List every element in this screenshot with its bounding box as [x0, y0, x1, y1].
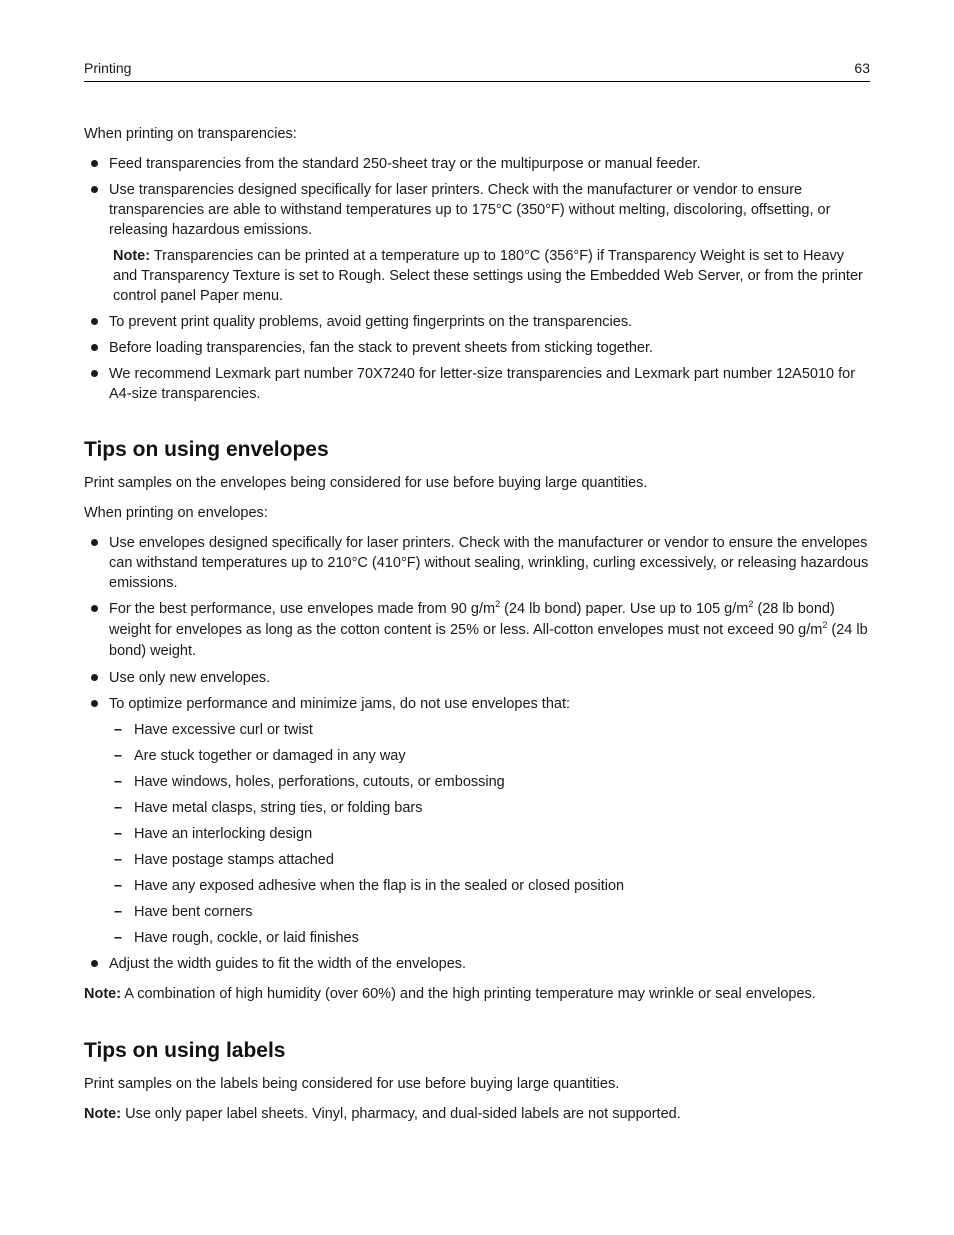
header-section-title: Printing [84, 60, 132, 76]
transparencies-list [84, 154, 870, 240]
list-item: – Have any exposed adhesive when the flap is in the sealed or closed position [109, 876, 870, 896]
list-item: Adjust the width guides to fit the width of the envelopes. [84, 954, 870, 974]
note-text: Transparencies can be printed at a temperature up to 180°C (356°F) if Transparency Weight is set to Heavy and Transparency Texture is set to Rough. Select these settings using the Embedded Web Server, or from the printer control panel Paper menu. [113, 248, 863, 304]
envelopes-paragraph: Print samples on the envelopes being considered for use before buying large quantities. [84, 475, 648, 491]
note-text: A combination of high humidity (over 60%) and the high printing temperature may wrinkle or seal envelopes. [121, 986, 816, 1002]
list-item: – Have bent corners [109, 902, 870, 922]
envelopes-heading: Tips on using envelopes [84, 438, 329, 461]
list-item [84, 599, 870, 662]
envelopes-avoid-list [109, 720, 870, 948]
text-segment: For the best performance, use envelopes made from 90 g/m [109, 601, 496, 617]
envelopes-intro: When printing on envelopes: [84, 505, 268, 521]
envelopes-list [84, 533, 870, 974]
list-item: – Have windows, holes, perforations, cutouts, or embossing [109, 772, 870, 792]
list-item: – Have metal clasps, string ties, or folding bars [109, 798, 870, 818]
note-label: Note: [113, 248, 151, 264]
page-header [84, 60, 870, 82]
list-item-text: To optimize performance and minimize jams, do not use envelopes that: [109, 696, 571, 712]
list-item [84, 694, 870, 948]
superscript: 2 [822, 620, 828, 630]
list-item: – Are stuck together or damaged in any way [109, 746, 870, 766]
list-item: – Have excessive curl or twist [109, 720, 870, 740]
note-text: Use only paper label sheets. Vinyl, pharmacy, and dual-sided labels are not supported. [121, 1106, 681, 1122]
labels-paragraph: Print samples on the labels being considered for use before buying large quantities. [84, 1076, 620, 1092]
text-segment: (24 lb bond) weight. [109, 622, 868, 659]
labels-heading: Tips on using labels [84, 1039, 286, 1062]
list-item: Use envelopes designed specifically for laser printers. Check with the manufacturer or vendor to ensure the envelopes can withstand temperatures up to 210°C (410°F) without sealing, wrinkling, curling excessively, or releasing hazardous emissions. [84, 533, 870, 593]
list-item: – Have rough, cockle, or laid finishes [109, 928, 870, 948]
transparencies-note [113, 246, 870, 306]
page-body [84, 124, 870, 1134]
list-item: Before loading transparencies, fan the stack to prevent sheets from sticking together. [84, 338, 870, 358]
list-item: We recommend Lexmark part number 70X7240 for letter-size transparencies and Lexmark part number 12A5010 for A4-size transparencies. [84, 364, 870, 404]
superscript: 2 [748, 599, 754, 609]
labels-note [84, 1104, 870, 1124]
list-item: Use transparencies designed specifically for laser printers. Check with the manufacturer or vendor to ensure transparencies are able to withstand temperatures up to 175°C (350°F) without melting, discoloring, offsetting, or releasing hazardous emissions. [84, 180, 870, 240]
note-label: Note: [84, 986, 122, 1002]
superscript: 2 [495, 599, 501, 609]
text-segment: (24 lb bond) paper. Use up to 105 g/m [500, 601, 749, 617]
list-item: Feed transparencies from the standard 250-sheet tray or the multipurpose or manual feeder. [84, 154, 870, 174]
list-item: To prevent print quality problems, avoid getting fingerprints on the transparencies. [84, 312, 870, 332]
list-item: – Have postage stamps attached [109, 850, 870, 870]
text-segment: (28 lb bond) weight for envelopes as long as the cotton content is 25% or less. All-cotton envelopes must not exceed 90 g/m [109, 601, 835, 638]
envelopes-note [84, 984, 870, 1004]
note-label: Note: [84, 1106, 122, 1122]
transparencies-list-continued [84, 312, 870, 404]
list-item: Use only new envelopes. [84, 668, 870, 688]
page-number: 63 [854, 60, 870, 76]
list-item: – Have an interlocking design [109, 824, 870, 844]
transparencies-intro: When printing on transparencies: [84, 126, 297, 142]
